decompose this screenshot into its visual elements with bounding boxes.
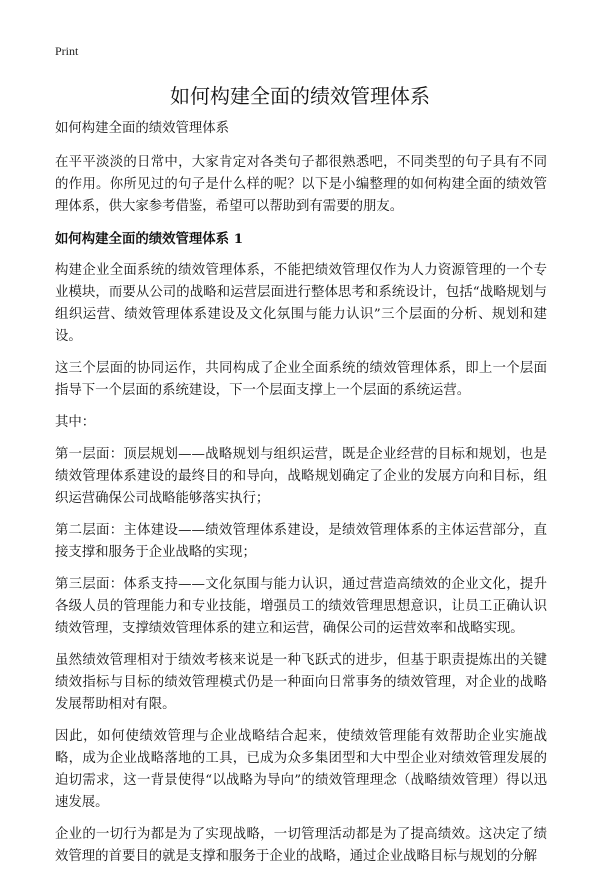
body-paragraph: 这三个层面的协同运作，共同构成了企业全面系统的绩效管理体系，即上一个层面指导下一个层面的系统建设，下一个层面支撑上一个层面的系统运营。 — [55, 361, 547, 398]
body-paragraph: 第三层面：体系支持——文化氛围与能力认识，通过营造高绩效的企业文化，提升各级人员的管理能力和专业技能，增强员工的绩效管理思想意识，让员工正确认识绩效管理，支撑绩效管理体系的建立和运营，确保公司的运营效率和战略实现。 — [55, 577, 547, 636]
body-paragraph: 因此，如何使绩效管理与企业战略结合起来，使绩效管理能有效帮助企业实施战略，成为企业战略落地的工具，已成为众多集团型和大中型企业对绩效管理发展的迫切需求，这一背景使得“以战略为导向”的绩效管理理念（战略绩效管理）得以迅速发展。 — [55, 729, 547, 810]
print-link[interactable]: Print — [55, 44, 79, 58]
document-title: 如何构建全面的绩效管理体系 — [170, 84, 430, 108]
intro-paragraph: 在平平淡淡的日常中，大家肯定对各类句子都很熟悉吧，不同类型的句子具有不同的作用。你所见过的句子是什么样的呢？以下是小编整理的如何构建全面的绩效管理体系，供大家参考借鉴，希望可以帮助到有需要的朋友。 — [55, 155, 547, 214]
body-paragraph: 其中： — [55, 415, 96, 430]
document-body — [55, 118, 547, 878]
section-heading: 如何构建全面的绩效管理体系 1 — [55, 231, 244, 247]
body-paragraph: 第二层面：主体建设——绩效管理体系建设，是绩效管理体系的主体运营部分，直接支撑和服务于企业战略的实现； — [55, 523, 547, 560]
body-paragraph: 第一层面：顶层规划——战略规划与组织运营，既是企业经营的目标和规划，也是绩效管理体系建设的最终目的和导向，战略规划确定了企业的发展方向和目标，组织运营确保公司战略能够落实执行； — [55, 447, 547, 506]
document-subtitle: 如何构建全面的绩效管理体系 — [55, 121, 230, 136]
body-paragraph: 构建企业全面系统的绩效管理体系，不能把绩效管理仅作为人力资源管理的一个专业模块，而要从公司的战略和运营层面进行整体思考和系统设计，包括“战略规划与组织运营、绩效管理体系建设及文化氛围与能力认识”三个层面的分析、规划和建设。 — [55, 263, 547, 344]
body-paragraph: 虽然绩效管理相对于绩效考核来说是一种飞跃式的进步，但基于职责提炼出的关键绩效指标与目标的绩效管理模式仍是一种面向日常事务的绩效管理，对企业的战略发展帮助相对有限。 — [55, 653, 547, 712]
body-paragraph: 企业的一切行为都是为了实现战略，一切管理活动都是为了提高绩效。这决定了绩效管理的首要目的就是支撑和服务于企业的战略，通过企业战略目标与规划的分解 — [55, 827, 547, 864]
